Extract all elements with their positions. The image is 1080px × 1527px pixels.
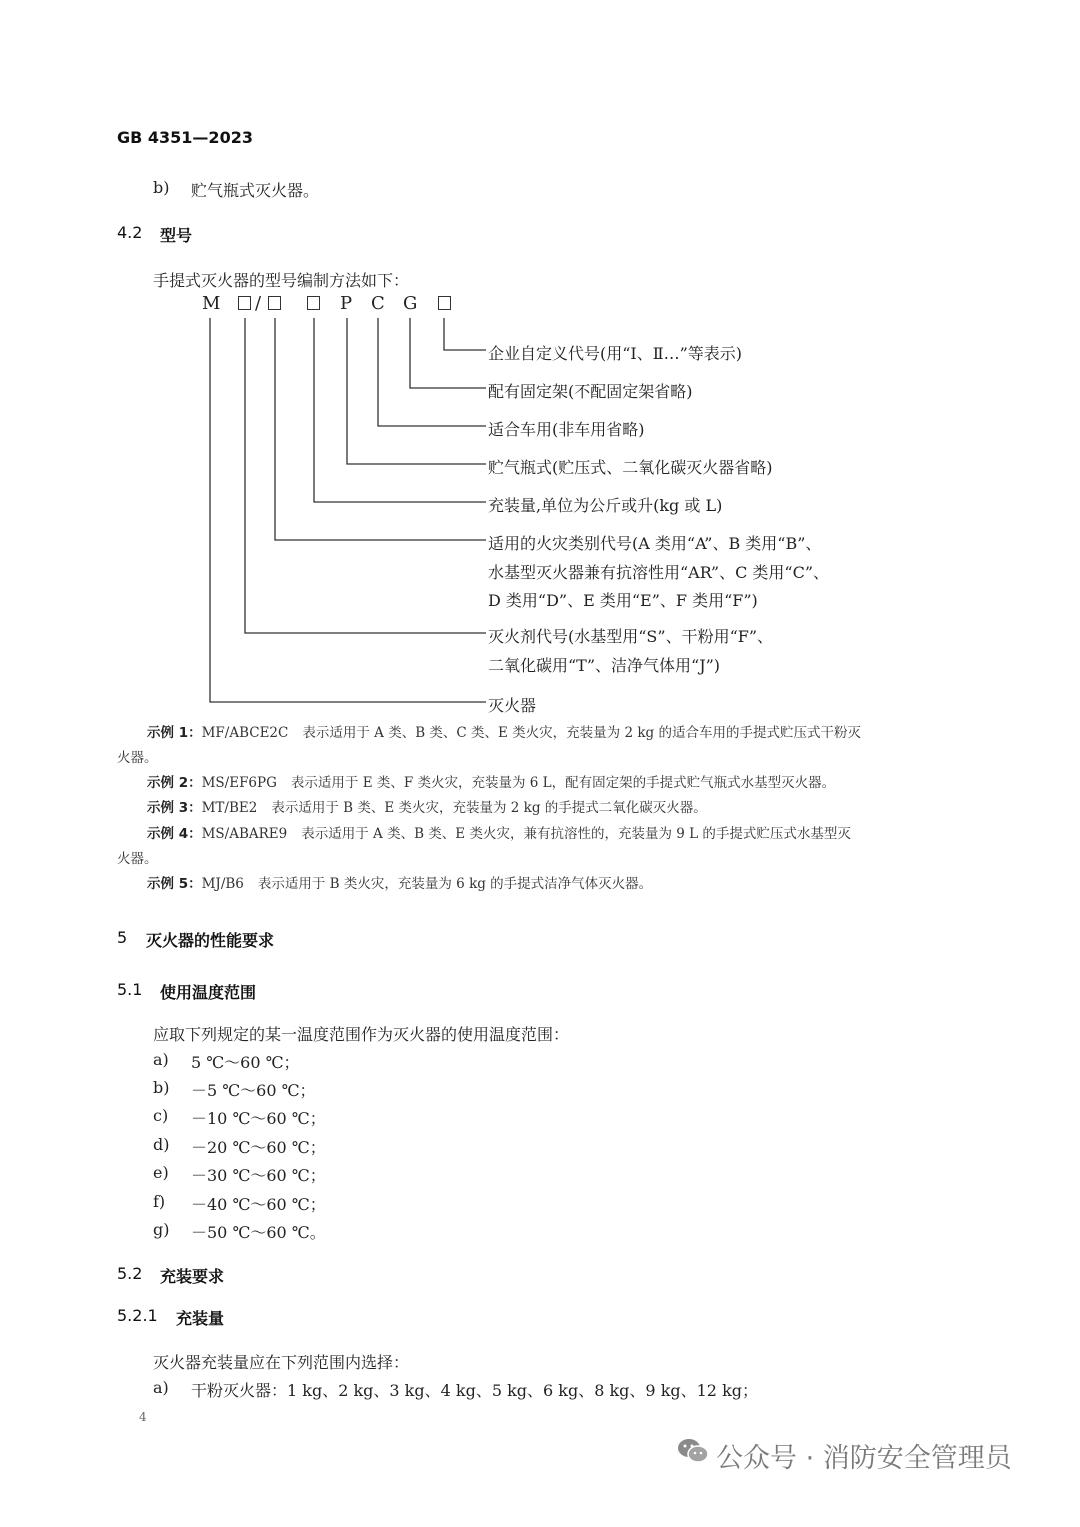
annotation-fixed-bracket: 配有固定架(不配固定架省略) (488, 382, 693, 401)
annotation-fire-class-line3: D 类用“D”、E 类用“E”、F 类用“F”) (488, 591, 758, 610)
example-code: MS/ABARE9 (201, 826, 288, 842)
list-item-text: －20 ℃～60 ℃； (191, 1138, 326, 1157)
section-number: 5.2 (117, 1264, 143, 1283)
example-label: 示例 1： (147, 725, 202, 741)
wechat-icon (676, 1436, 710, 1470)
section-intro: 手提式灭火器的型号编制方法如下： (153, 271, 410, 290)
section-intro: 应取下列规定的某一温度范围作为灭火器的使用温度范围： (153, 1025, 570, 1044)
code-box-fire-class (268, 296, 281, 310)
example-text: 表示适用于 A 类、B 类、E 类火灾，兼有抗溶性的，充装量为 9 L 的手提式贮压式水基型灭 (301, 826, 851, 842)
code-box-charge (307, 296, 320, 310)
code-letter-m: M (202, 293, 221, 314)
example-label: 示例 4： (147, 826, 202, 842)
code-slash: / (255, 293, 262, 314)
example-label: 示例 5： (147, 876, 202, 892)
example-4 (147, 822, 851, 842)
section-title: 充装要求 (160, 1267, 225, 1286)
list-item-text: －40 ℃～60 ℃； (191, 1195, 326, 1214)
example-text: 表示适用于 B 类、E 类火灾，充装量为 2 kg 的手提式二氧化碳灭火器。 (271, 800, 707, 816)
example-code: MT/BE2 (201, 800, 258, 816)
connector-line-agent (245, 318, 486, 633)
list-marker: a) (153, 1050, 169, 1069)
section-number: 4.2 (117, 223, 143, 242)
example-1 (147, 721, 861, 741)
example-5 (147, 872, 652, 892)
list-item-text: －10 ℃～60 ℃； (191, 1109, 326, 1128)
example-text: 表示适用于 B 类火灾，充装量为 6 kg 的手提式洁净气体灭火器。 (257, 876, 653, 892)
example-code: MS/EF6PG (201, 775, 277, 791)
list-marker: g) (153, 1220, 170, 1239)
list-item-text: －50 ℃～60 ℃。 (191, 1223, 326, 1242)
section-title: 充装量 (176, 1309, 225, 1328)
list-item-text: 贮气瓶式灭火器。 (191, 181, 320, 200)
section-number: 5.1 (117, 980, 143, 999)
annotation-charge: 充装量,单位为公斤或升(kg 或 L) (488, 496, 723, 515)
annotation-extinguisher: 灭火器 (488, 696, 537, 715)
list-marker: f) (153, 1192, 166, 1211)
annotation-vehicle: 适合车用(非车用省略) (488, 420, 645, 439)
list-marker: e) (153, 1163, 169, 1182)
example-3 (147, 796, 707, 816)
connector-line-gas-cartridge (347, 318, 486, 464)
annotation-fire-class-line2: 水基型灭火器兼有抗溶性用“AR”、C 类用“C”、 (488, 563, 830, 582)
example-label: 示例 2： (147, 775, 202, 791)
annotation-custom-code: 企业自定义代号(用“Ⅰ、Ⅱ…”等表示) (488, 344, 743, 363)
list-marker: d) (153, 1135, 170, 1154)
list-marker: b) (153, 1078, 170, 1097)
section-number: 5 (117, 928, 128, 947)
annotation-fire-class-line1: 适用的火灾类别代号(A 类用“A”、B 类用“B”、 (488, 534, 822, 553)
section-number: 5.2.1 (117, 1306, 158, 1325)
list-marker: a) (153, 1378, 169, 1397)
list-marker: c) (153, 1106, 169, 1125)
example-code: MF/ABCE2C (201, 725, 289, 741)
list-marker: b) (153, 178, 170, 197)
annotation-gas-cartridge: 贮气瓶式(贮压式、二氧化碳灭火器省略) (488, 458, 773, 477)
section-intro: 灭火器充装量应在下列范围内选择： (153, 1353, 410, 1372)
section-title: 灭火器的性能要求 (146, 931, 275, 950)
code-letter-c: C (371, 293, 385, 314)
connector-line-fixed-bracket (410, 318, 486, 388)
code-box-custom (438, 296, 451, 310)
connector-line-extinguisher (210, 318, 486, 702)
list-item-text: 5 ℃～60 ℃； (191, 1053, 300, 1072)
example-text: 表示适用于 E 类、F 类火灾，充装量为 6 L，配有固定架的手提式贮气瓶式水基型灭火器。 (290, 775, 836, 791)
page-number: 4 (139, 1410, 147, 1424)
list-item-text: －30 ℃～60 ℃； (191, 1166, 326, 1185)
example-text: 表示适用于 A 类、B 类、C 类、E 类火灾，充装量为 2 kg 的适合车用的手提式贮压式干粉灭 (302, 725, 861, 741)
example-label: 示例 3： (147, 800, 202, 816)
example-1-continuation: 火器。 (117, 750, 158, 766)
list-item-text: －5 ℃～60 ℃； (191, 1081, 316, 1100)
watermark-text: 公众号 · 消防安全管理员 (716, 1443, 1012, 1474)
example-code: MJ/B6 (201, 876, 244, 892)
connector-line-vehicle (378, 318, 486, 426)
connector-line-custom-code (444, 318, 486, 350)
code-box-agent (238, 296, 251, 310)
connector-line-fire-class (275, 318, 486, 540)
annotation-agent-line1: 灭火剂代号(水基型用“S”、干粉用“F”、 (488, 627, 774, 646)
connector-line-charge (314, 318, 486, 502)
list-item-text: 干粉灭火器：1 kg、2 kg、3 kg、4 kg、5 kg、6 kg、8 kg、9 kg、12 kg； (191, 1381, 759, 1400)
example-4-continuation: 火器。 (117, 851, 158, 867)
section-title: 型号 (160, 226, 193, 245)
annotation-agent-line2: 二氧化碳用“T”、洁净气体用“J”) (488, 656, 721, 675)
section-title: 使用温度范围 (160, 983, 257, 1002)
code-letter-g: G (403, 293, 418, 314)
example-2 (147, 771, 835, 791)
code-letter-p: P (340, 293, 353, 314)
standard-number: GB 4351—2023 (117, 128, 253, 147)
